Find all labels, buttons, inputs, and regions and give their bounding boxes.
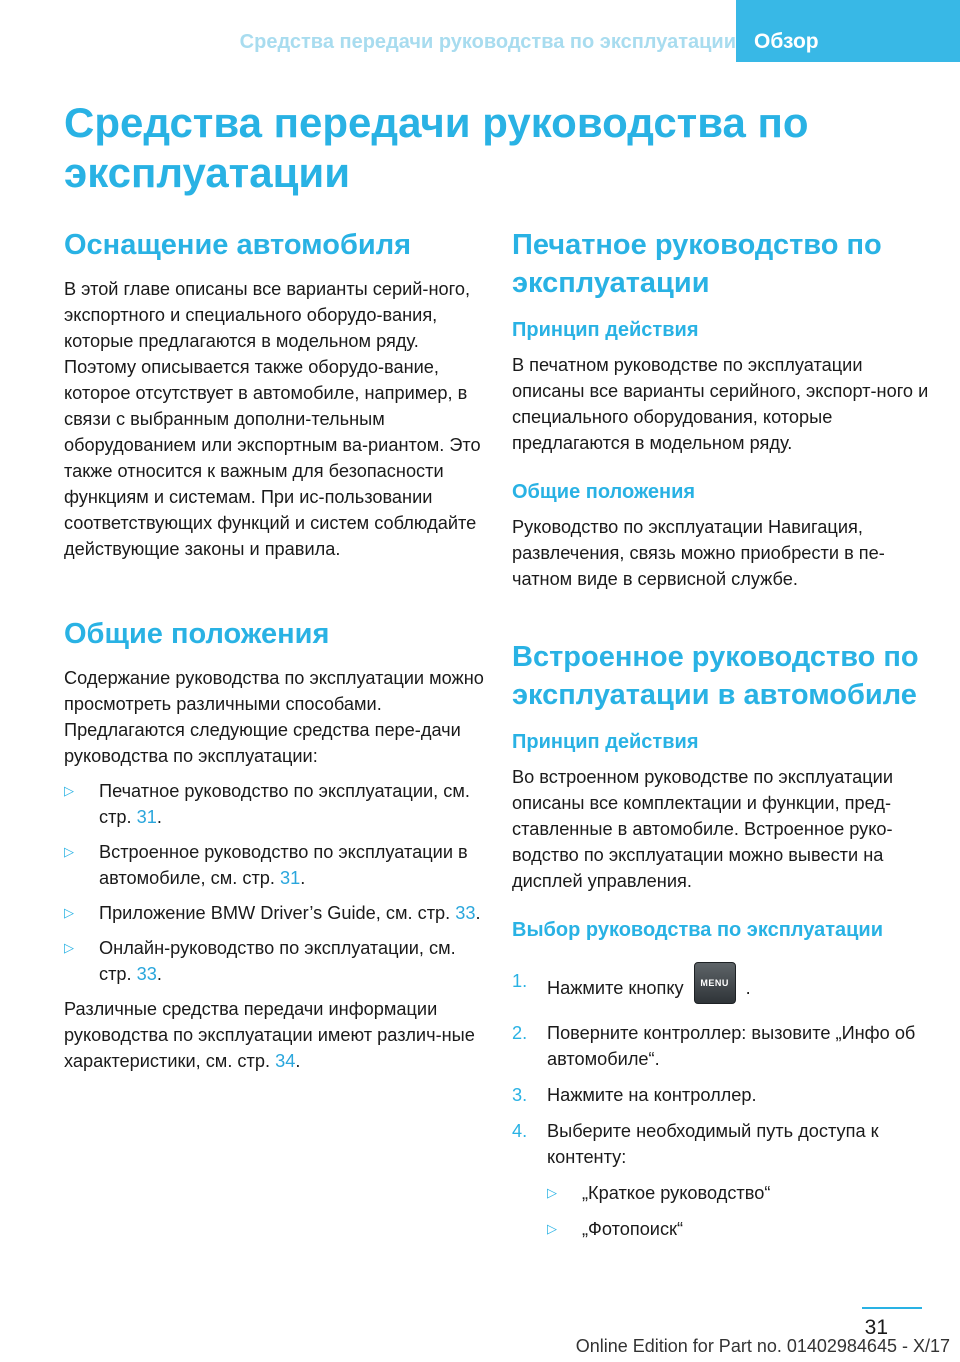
triangle-bullet-icon: ▷ [64,940,74,955]
list-item: 2. Поверните контроллер: вызовите „Инфо об автомобиле“. [512,1023,916,1069]
triangle-bullet-icon: ▷ [547,1185,557,1200]
triangle-bullet-icon: ▷ [64,783,74,798]
list-item: 3. Нажмите на контроллер. [512,1085,757,1105]
section-title-integrated: Встроенное руководство по эксплуатации в автомобиле [512,641,919,711]
left-column [64,226,484,1074]
edition-footer: Online Edition for Part no. 01402984645 - X/17 [575,1336,950,1356]
integrated-principle-text: Во встроенном руководстве по эксплуатации описаны все комплектации и функции, пред-ставленные в автомобиле. Встроенное руко-водство по эксплуатации можно вывести на дисплей управления. [512,767,893,891]
list-item: ▷ Онлайн-руководство по эксплуатации, см. стр. 33. [64,935,484,987]
subsection-title-select-manual: Выбор руководства по эксплуатации [512,919,884,941]
section-title-printed: Печатное руководство по эксплуатации [512,229,882,299]
subsection-title-general: Общие положения [512,481,696,503]
equipment-text: В этой главе описаны все варианты серий-ного, экспортного и специального оборудо-вания, которые предлагаются в модельном ряду. Поэтому описывается также оборудо-вание, которое отсутствует в автомобиле, например, в связи с выбранным дополни-тельным оборудованием или экспортным ва-риантом. Это также относится к важным для безопасности функциям и системам. При ис-пользовании соответствующих функций и систем соблюдайте действующие законы и правила. [64,279,481,559]
media-list [64,778,484,987]
section-title-equipment: Оснащение автомобиля [64,229,412,261]
page-number: 31 [864,1316,888,1339]
page-link[interactable]: 31 [280,868,301,888]
header-section-tab: Обзор [736,0,960,62]
page-link[interactable]: 34 [275,1051,296,1071]
page-link[interactable]: 33 [455,903,476,923]
list-item: ▷ „Краткое руководство“ [547,1180,930,1206]
list-item: ▷ Печатное руководство по эксплуатации, см. стр. 31. [64,778,484,830]
section-title-general: Общие положения [64,618,330,650]
page-link[interactable]: 31 [136,807,157,827]
page-title: Средства передачи руководства по эксплуатации [64,99,809,196]
triangle-bullet-icon: ▷ [547,1221,557,1236]
general-end-text: Различные средства передачи информации руководства по эксплуатации имеют различ-ные характеристики, см. стр. 34. [64,999,475,1071]
triangle-bullet-icon: ▷ [64,844,74,859]
list-item: 1. Нажмите кнопку MENU . [512,968,930,1010]
list-item: ▷ Встроенное руководство по эксплуатации в автомобиле, см. стр. 31. [64,839,484,891]
footer-divider [862,1307,922,1309]
menu-button-icon: MENU [694,962,736,1004]
general-text: Содержание руководства по эксплуатации можно просмотреть различными способами. Предлагаются следующие средства пере-дачи руководства по эксплуатации: [64,668,484,766]
subsection-title-principle: Принцип действия [512,319,699,341]
right-column [512,226,930,1242]
list-item: ▷ „Фотопоиск“ [547,1216,930,1242]
subsection-title-principle: Принцип действия [512,731,699,753]
header-breadcrumb: Средства передачи руководства по эксплуатации [239,31,736,53]
triangle-bullet-icon: ▷ [64,905,74,920]
page-header [0,0,960,62]
list-item: 4. Выберите необходимый путь доступа к контенту: ▷ „Краткое руководство“ ▷ „Фотопоиск“ [512,1118,930,1242]
page-link[interactable]: 33 [136,964,157,984]
steps-list [512,968,930,1242]
sub-list [547,1180,930,1242]
printed-general-text: Руководство по эксплуатации Навигация, развлечения, связь можно приобрести в пе-чатном виде в сервисной службе. [512,517,885,589]
list-item: ▷ Приложение BMW Driver’s Guide, см. стр. 33. [64,900,484,926]
printed-principle-text: В печатном руководстве по эксплуатации описаны все варианты серийного, экспорт-ного и специального оборудования, которые предлагаются в модельном ряду. [512,355,929,453]
